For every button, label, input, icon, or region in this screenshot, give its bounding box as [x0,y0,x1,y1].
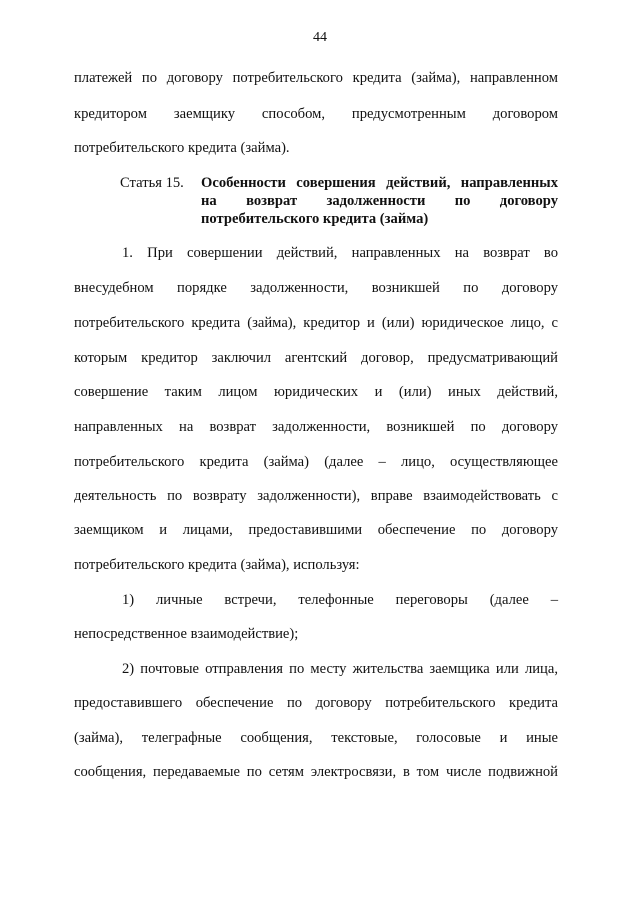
text-line: кредитором заемщику способом, предусмотренным договором [74,106,558,122]
article-title-line: на возврат задолженности по договору [201,193,558,209]
text-line: заемщиком и лицами, предоставившими обеспечение по договору [74,522,558,538]
article-title-line: Особенности совершения действий, направленных [201,175,558,191]
text-line: (займа), телеграфные сообщения, текстовые, голосовые и иные [74,730,558,746]
text-line: сообщения, передаваемые по сетям электросвязи, в том числе подвижной [74,764,558,780]
text-line: непосредственное взаимодействие); [74,626,299,642]
text-line: потребительского кредита (займа). [74,140,290,156]
text-line: платежей по договору потребительского кредита (займа), направленном [74,70,558,86]
page-number: 44 [313,30,327,45]
text-line: потребительского кредита (займа), кредитор и (или) юридическое лицо, с [74,315,558,331]
text-line: 1. При совершении действий, направленных на возврат во [122,245,558,261]
text-line: которым кредитор заключил агентский договор, предусматривающий [74,350,558,366]
text-line: потребительского кредита (займа), используя: [74,557,360,573]
text-line: внесудебном порядке задолженности, возникшей по договору [74,280,558,296]
article-label: Статья 15. [120,175,184,191]
text-line: совершение таким лицом юридических и (или) иных действий, [74,384,558,400]
text-line: направленных на возврат задолженности, возникшей по договору [74,419,558,435]
text-line: 2) почтовые отправления по месту жительства заемщика или лица, [122,661,558,677]
article-title-line: потребительского кредита (займа) [201,211,429,227]
text-line: предоставившего обеспечение по договору потребительского кредита [74,695,558,711]
text-line: 1) личные встречи, телефонные переговоры (далее – [122,592,558,608]
text-line: деятельность по возврату задолженности), вправе взаимодействовать с [74,488,558,504]
text-line: потребительского кредита (займа) (далее – лицо, осуществляющее [74,454,558,470]
